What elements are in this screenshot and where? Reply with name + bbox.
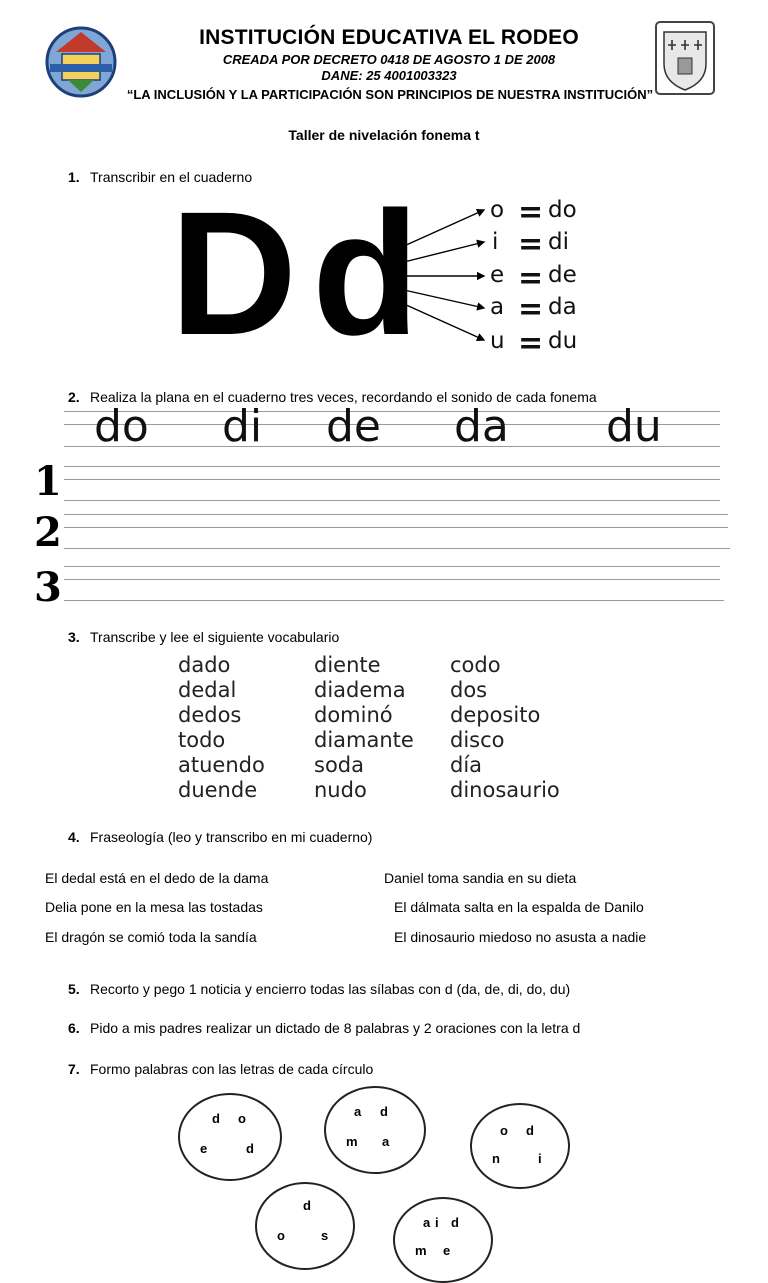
vocab-word: dedal xyxy=(178,678,237,702)
circle-letter: m xyxy=(415,1243,427,1258)
worksheet-title: Taller de nivelación fonema t xyxy=(288,127,480,143)
sentence: El dinosaurio miedoso no asusta a nadie xyxy=(394,929,647,945)
instruction-4: 4. Fraseología (leo y transcribo en mi cuaderno) xyxy=(68,829,373,845)
letter-circle-2 xyxy=(324,1086,426,1174)
big-letter-lowercase: d xyxy=(312,176,420,372)
vocab-word: codo xyxy=(450,653,501,677)
school-crest-logo xyxy=(42,22,120,100)
vocab-word: todo xyxy=(178,728,226,752)
instruction-5: 5. Recorto y pego 1 noticia y encierro todas las sílabas con d (da, de, di, do, du) xyxy=(68,981,571,997)
circle-letter: d xyxy=(212,1111,220,1126)
syllable-di: di xyxy=(548,229,569,255)
sentence: Daniel toma sandia en su dieta xyxy=(384,870,577,886)
vocab-word: dos xyxy=(450,678,488,702)
equals-sign: = xyxy=(518,227,544,262)
syllable-du: du xyxy=(548,328,578,354)
circle-letter: d xyxy=(451,1215,459,1230)
circle-letter: i xyxy=(435,1215,439,1230)
syllable-da: da xyxy=(548,294,577,320)
vowel-i: i xyxy=(492,229,499,255)
vocabulary-column-1 xyxy=(178,653,265,803)
vocab-word: dado xyxy=(178,653,231,677)
circle-letter: i xyxy=(538,1151,542,1166)
equals-sign: = xyxy=(518,195,544,230)
equals-sign: = xyxy=(518,261,544,296)
big-letter-uppercase: D xyxy=(170,176,298,372)
sentence: Delia pone en la mesa las tostadas xyxy=(45,899,263,915)
circle-letter: a xyxy=(382,1134,390,1149)
circle-letter: e xyxy=(200,1141,208,1156)
circle-letter: n xyxy=(492,1151,500,1166)
plana-syllable-di: di xyxy=(222,401,263,452)
syllable-de: de xyxy=(548,262,577,288)
circle-letter: a xyxy=(354,1104,362,1119)
decree-line: CREADA POR DECRETO 0418 DE AGOSTO 1 DE 2008 xyxy=(222,52,556,67)
instruction-3: 3. Transcribe y lee el siguiente vocabulario xyxy=(68,629,340,645)
vocab-word: día xyxy=(450,753,483,777)
vocab-word: deposito xyxy=(450,703,541,727)
vowel-o: o xyxy=(490,197,505,223)
vocab-word: duende xyxy=(178,778,258,802)
plana-syllable-do: do xyxy=(94,401,149,452)
instruction-1: 1. Transcribir en el cuaderno xyxy=(68,169,253,185)
sentence: El dedal está en el dedo de la dama xyxy=(45,870,269,886)
circle-letter: m xyxy=(346,1134,358,1149)
vocab-word: disco xyxy=(450,728,505,752)
syllable-do: do xyxy=(548,197,577,223)
letter-circle-1 xyxy=(178,1093,282,1181)
circle-letter: o xyxy=(277,1228,285,1243)
connector-arrows xyxy=(398,200,490,350)
vowel-u: u xyxy=(490,328,505,354)
circle-letter: d xyxy=(380,1104,388,1119)
instruction-7: 7. Formo palabras con las letras de cada círculo xyxy=(68,1061,374,1077)
vowel-e: e xyxy=(490,262,505,288)
instruction-6: 6. Pido a mis padres realizar un dictado de 8 palabras y 2 oraciones con la letra d xyxy=(68,1020,581,1036)
letter-circle-5 xyxy=(393,1197,493,1283)
sentence: El dragón se comió toda la sandía xyxy=(45,929,257,945)
equals-sign: = xyxy=(518,292,544,327)
circle-letter: d xyxy=(303,1198,311,1213)
vocab-word: diadema xyxy=(314,678,406,702)
dane-code: DANE: 25 4001003323 xyxy=(321,68,457,83)
circle-letter: o xyxy=(500,1123,508,1138)
institution-name: INSTITUCIÓN EDUCATIVA EL RODEO xyxy=(199,26,579,49)
vocabulary-column-2 xyxy=(314,653,414,803)
circle-letter: d xyxy=(246,1141,254,1156)
circle-letter: o xyxy=(238,1111,246,1126)
row-number-1: 1 xyxy=(34,458,62,505)
vocab-word: diente xyxy=(314,653,381,677)
circle-letter: e xyxy=(443,1243,451,1258)
letter-circle-3 xyxy=(470,1103,570,1189)
circle-letter: d xyxy=(526,1123,534,1138)
vocab-word: dedos xyxy=(178,703,242,727)
vocab-word: diamante xyxy=(314,728,414,752)
vocab-word: nudo xyxy=(314,778,367,802)
circle-letter: s xyxy=(321,1228,329,1243)
equals-sign: = xyxy=(518,326,544,361)
row-number-2: 2 xyxy=(34,509,62,556)
plana-syllable-du: du xyxy=(606,401,662,452)
vocab-word: soda xyxy=(314,753,364,777)
plana-syllable-da: da xyxy=(454,401,509,452)
vocab-word: dinosaurio xyxy=(450,778,560,802)
circle-letter: a xyxy=(423,1215,431,1230)
plana-syllable-de: de xyxy=(326,401,381,452)
municipal-shield-logo xyxy=(654,20,716,96)
vocab-word: dominó xyxy=(314,703,393,727)
sentence: El dálmata salta en la espalda de Danilo xyxy=(394,899,644,915)
letter-circle-4 xyxy=(255,1182,355,1270)
instruction-2: 2. Realiza la plana en el cuaderno tres veces, recordando el sonido de cada fonema xyxy=(68,389,597,405)
vocab-word: atuendo xyxy=(178,753,265,777)
row-number-3: 3 xyxy=(34,564,62,611)
vowel-a: a xyxy=(490,294,505,320)
institution-motto: “LA INCLUSIÓN Y LA PARTICIPACIÓN SON PRINCIPIOS DE NUESTRA INSTITUCIÓN” xyxy=(126,87,654,102)
vocabulary-column-3 xyxy=(450,653,560,803)
